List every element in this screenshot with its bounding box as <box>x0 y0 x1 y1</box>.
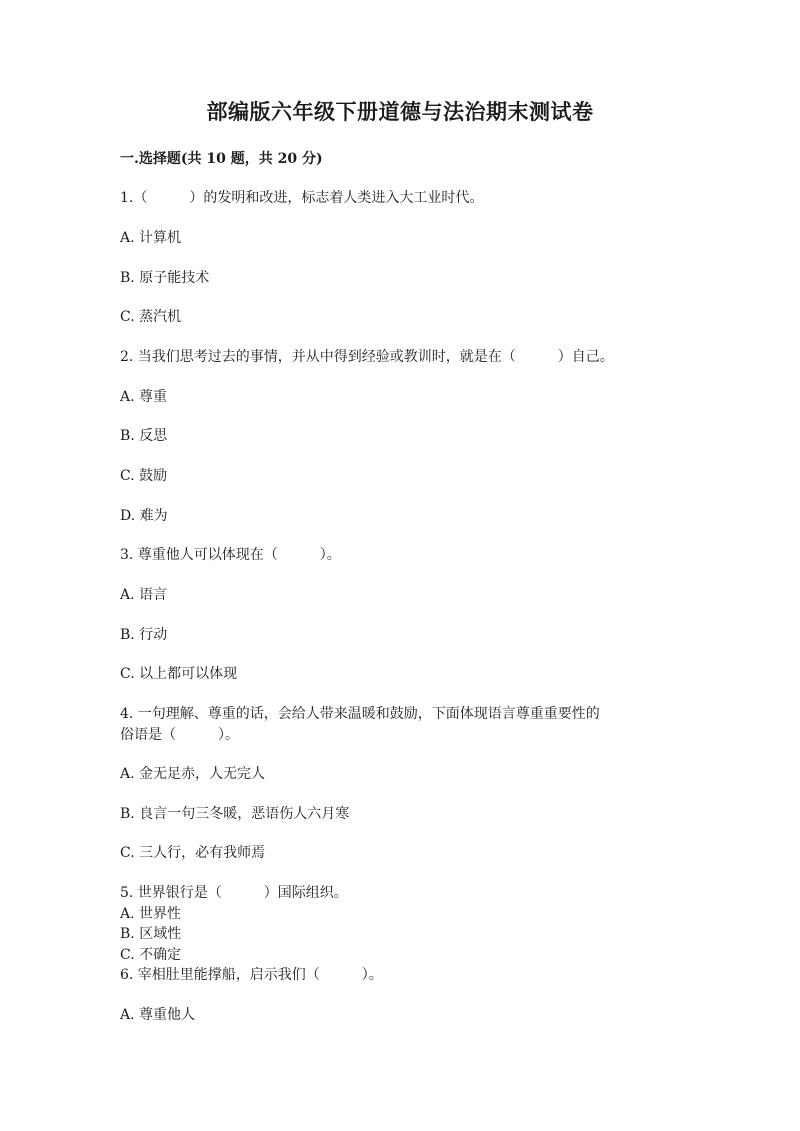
question-6-option-a: A. 尊重他人 <box>120 1007 196 1023</box>
question-1-option-c: C. 蒸汽机 <box>120 309 182 325</box>
question-3-option-b: B. 行动 <box>120 627 168 643</box>
question-4-option-c: C. 三人行，必有我师焉 <box>120 845 266 861</box>
question-5-option-b: B. 区域性 <box>120 926 182 942</box>
question-3-option-a: A. 语言 <box>120 587 168 603</box>
question-5-option-a: A. 世界性 <box>120 906 182 922</box>
question-4-stem-line-2: 俗语是（ ）。 <box>120 727 239 743</box>
question-5-stem: 5. 世界银行是（ ）国际组织。 <box>120 885 348 901</box>
question-5-option-c: C. 不确定 <box>120 947 182 963</box>
question-2-stem: 2. 当我们思考过去的事情，并从中得到经验或教训时，就是在（ ）自己。 <box>120 349 614 365</box>
question-4-option-b: B. 良言一句三冬暖，恶语伤人六月寒 <box>120 806 350 822</box>
section-heading: 一.选择题(共 10 题，共 20 分) <box>120 151 323 167</box>
question-3-option-c: C. 以上都可以体现 <box>120 666 238 682</box>
question-4-stem-line-1: 4. 一句理解、尊重的话，会给人带来温暖和鼓励，下面体现语言尊重重要性的 <box>120 706 600 722</box>
question-2-option-a: A. 尊重 <box>120 389 168 405</box>
question-2-option-b: B. 反思 <box>120 428 168 444</box>
question-3-stem: 3. 尊重他人可以体现在（ ）。 <box>120 547 341 563</box>
question-1-option-a: A. 计算机 <box>120 230 182 246</box>
question-2-option-d: D. 难为 <box>120 508 168 524</box>
question-1-stem: 1.（ ）的发明和改进，标志着人类进入大工业时代。 <box>120 190 484 206</box>
question-2-option-c: C. 鼓励 <box>120 468 168 484</box>
question-1-option-b: B. 原子能技术 <box>120 270 210 286</box>
question-4-option-a: A. 金无足赤，人无完人 <box>120 766 266 782</box>
exam-title: 部编版六年级下册道德与法治期末测试卷 <box>206 99 594 124</box>
question-6-stem: 6. 宰相肚里能撑船，启示我们（ ）。 <box>120 967 383 983</box>
